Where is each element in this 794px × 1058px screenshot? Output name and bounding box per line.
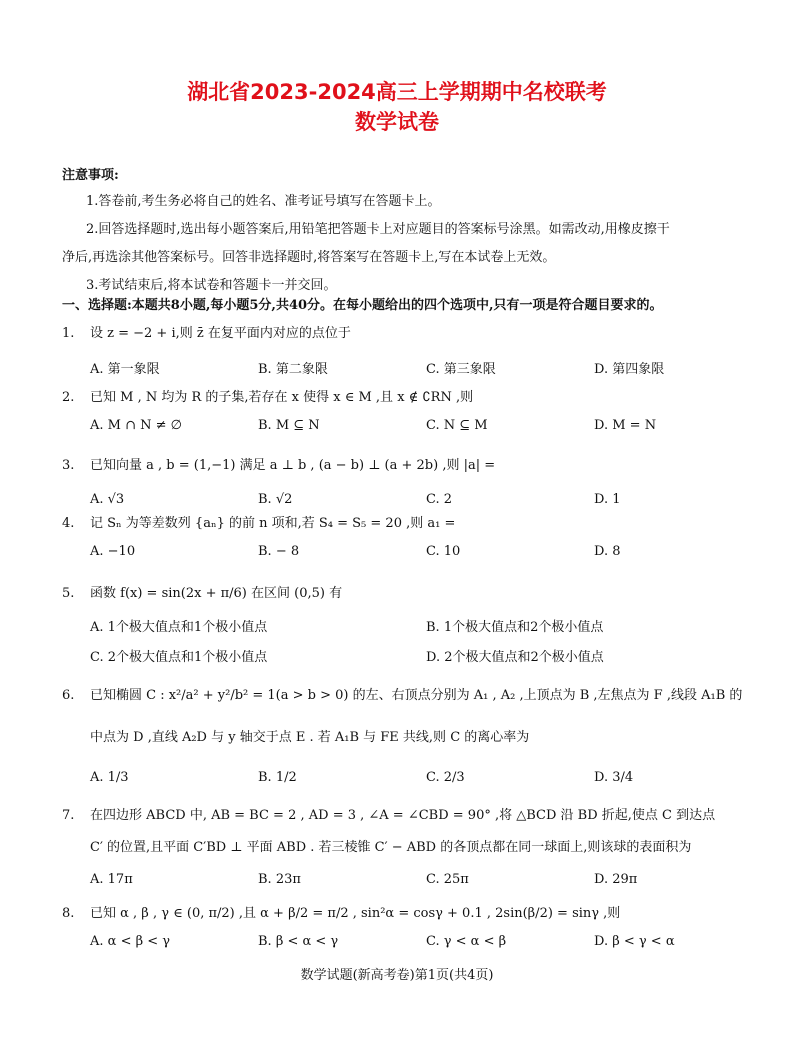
option-d: D. 8 xyxy=(594,544,621,559)
question-text-continued: 中点为 D ,直线 A₂D 与 y 轴交于点 E . 若 A₁B 与 FE 共线,则 C 的离心率为 xyxy=(90,730,530,745)
question-number: 1. xyxy=(62,326,75,341)
page-footer: 数学试题(新高考卷)第1页(共4页) xyxy=(300,968,494,983)
question-text: 已知 M , N 均为 R 的子集,若存在 x 使得 x ∈ M ,且 x ∉ ∁RN ,则 xyxy=(90,390,474,405)
option-b: B. − 8 xyxy=(258,544,300,559)
option-a: A. 1个极大值点和1个极小值点 xyxy=(90,620,268,635)
option-c: C. 2/3 xyxy=(426,770,465,785)
option-d: D. 29π xyxy=(594,872,638,887)
question-text: 函数 f(x) = sin(2x + π/6) 在区间 (0,5) 有 xyxy=(90,586,343,601)
option-b: B. 23π xyxy=(258,872,301,887)
option-a: A. −10 xyxy=(90,544,136,559)
option-a: A. M ∩ N ≠ ∅ xyxy=(90,418,182,433)
option-c: C. 10 xyxy=(426,544,461,559)
question-text: 在四边形 ABCD 中, AB = BC = 2 , AD = 3 , ∠A = ∠CBD = 90° ,将 △BCD 沿 BD 折起,使点 C 到达点 xyxy=(90,808,716,823)
option-c: C. N ⊆ M xyxy=(426,418,488,433)
option-d: D. β < γ < α xyxy=(594,934,675,949)
question-number: 5. xyxy=(62,586,75,601)
exam-title: 湖北省2023-2024高三上学期期中名校联考 xyxy=(187,80,607,104)
option-b: B. √2 xyxy=(258,492,293,507)
question-text: 已知 α , β , γ ∈ (0, π/2) ,且 α + β/2 = π/2 , sin²α = cosγ + 0.1 , 2sin(β/2) = sinγ ,则 xyxy=(90,906,621,921)
option-a: A. α < β < γ xyxy=(90,934,171,949)
question-text: 记 Sₙ 为等差数列 {aₙ} 的前 n 项和,若 S₄ = S₅ = 20 ,则 a₁ = xyxy=(90,516,456,531)
notice-item: 1.答卷前,考生务必将自己的姓名、准考证号填写在答题卡上。 xyxy=(86,194,441,209)
option-a: A. √3 xyxy=(90,492,125,507)
question-text: 设 z = −2 + i,则 z̄ 在复平面内对应的点位于 xyxy=(90,326,351,341)
option-d: D. 3/4 xyxy=(594,770,634,785)
question-text: 已知椭圆 C : x²/a² + y²/b² = 1(a > b > 0) 的左、右顶点分别为 A₁ , A₂ ,上顶点为 B ,左焦点为 F ,线段 A₁B 的 xyxy=(90,688,743,703)
question-number: 7. xyxy=(62,808,75,823)
notice-item: 净后,再选涂其他答案标号。回答非选择题时,将答案写在答题卡上,写在本试卷上无效。 xyxy=(62,250,556,265)
question-number: 8. xyxy=(62,906,75,921)
option-b: B. 1个极大值点和2个极小值点 xyxy=(426,620,604,635)
option-c: C. 25π xyxy=(426,872,469,887)
option-c: C. 2 xyxy=(426,492,453,507)
option-a: A. 17π xyxy=(90,872,133,887)
option-a: A. 1/3 xyxy=(90,770,129,785)
question-number: 4. xyxy=(62,516,75,531)
option-b: B. 1/2 xyxy=(258,770,297,785)
section-heading: 一、选择题:本题共8小题,每小题5分,共40分。在每小题给出的四个选项中,只有一项是符合题目要求的。 xyxy=(62,298,663,313)
question-number: 6. xyxy=(62,688,75,703)
option-c: C. 第三象限 xyxy=(426,362,496,377)
notice-item: 3.考试结束后,将本试卷和答题卡一并交回。 xyxy=(86,278,337,293)
exam-subtitle: 数学试卷 xyxy=(355,110,439,134)
notice-item: 2.回答选择题时,选出每小题答案后,用铅笔把答题卡上对应题目的答案标号涂黑。如需改动,用橡皮擦干 xyxy=(86,222,670,237)
option-d: D. 2个极大值点和2个极小值点 xyxy=(426,650,604,665)
question-number: 3. xyxy=(62,458,75,473)
question-number: 2. xyxy=(62,390,75,405)
notice-heading: 注意事项: xyxy=(62,168,119,183)
option-c: C. γ < α < β xyxy=(426,934,507,949)
option-b: B. β < α < γ xyxy=(258,934,339,949)
option-b: B. 第二象限 xyxy=(258,362,328,377)
option-b: B. M ⊆ N xyxy=(258,418,320,433)
option-d: D. 1 xyxy=(594,492,621,507)
option-d: D. M = N xyxy=(594,418,657,433)
question-text: 已知向量 a , b = (1,−1) 满足 a ⊥ b , (a − b) ⊥ (a + 2b) ,则 |a| = xyxy=(90,458,496,473)
option-a: A. 第一象限 xyxy=(90,362,160,377)
option-c: C. 2个极大值点和1个极小值点 xyxy=(90,650,268,665)
question-text-continued: C′ 的位置,且平面 C′BD ⊥ 平面 ABD . 若三棱锥 C′ − ABD 的各顶点都在同一球面上,则该球的表面积为 xyxy=(90,840,692,855)
option-d: D. 第四象限 xyxy=(594,362,665,377)
